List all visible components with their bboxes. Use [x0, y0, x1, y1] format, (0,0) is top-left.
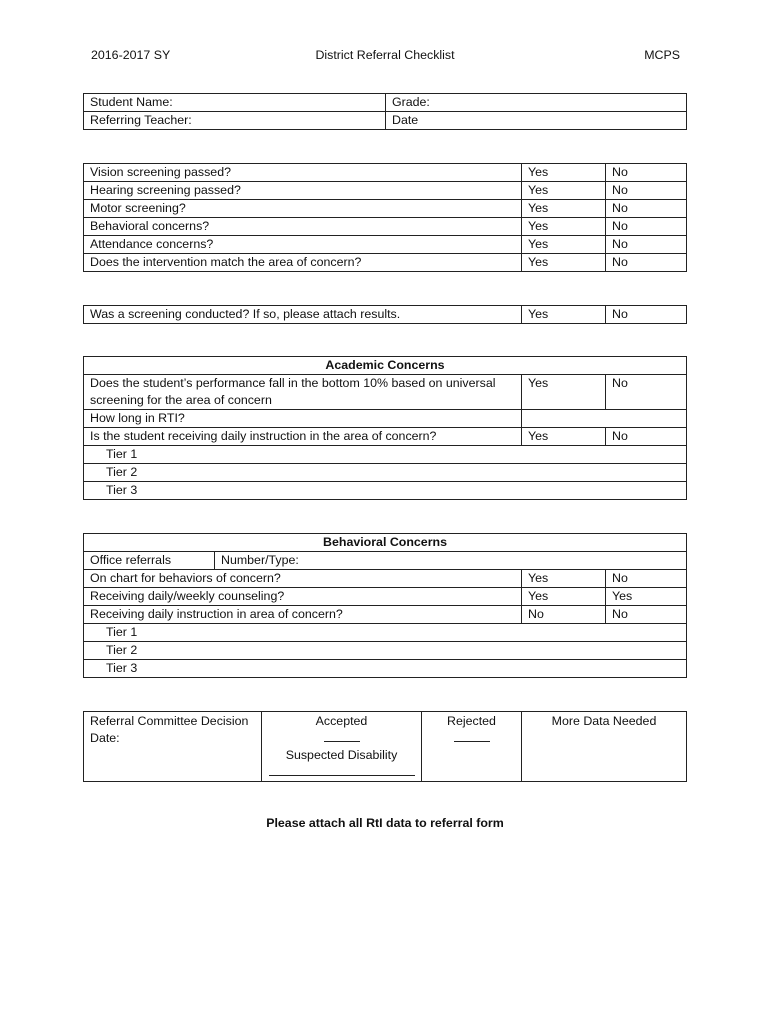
- table-row: [84, 588, 687, 606]
- table-row: [84, 642, 687, 660]
- no-option[interactable]: No: [606, 254, 687, 272]
- table-row: [84, 218, 687, 236]
- question-cell: Does the intervention match the area of concern?: [84, 254, 522, 272]
- question-cell: Vision screening passed?: [84, 164, 522, 182]
- referring-teacher-field[interactable]: Referring Teacher:: [84, 112, 386, 130]
- question-cell: On chart for behaviors of concern?: [84, 570, 522, 588]
- table-row: [84, 552, 687, 570]
- tier-2-field[interactable]: Tier 2: [84, 464, 687, 482]
- page-title-text: District Referral Checklist: [315, 48, 455, 62]
- yes-option[interactable]: Yes: [522, 164, 606, 182]
- suspected-disability-blank[interactable]: [262, 764, 421, 780]
- table-row: [84, 624, 687, 642]
- more-data-label: More Data Needed: [551, 714, 657, 728]
- table-row: [84, 428, 687, 446]
- suspected-disability-label: Suspected Disability: [285, 748, 398, 762]
- no-option[interactable]: No: [606, 375, 687, 410]
- yes-option[interactable]: Yes: [522, 236, 606, 254]
- committee-decision-cell: [84, 712, 262, 782]
- section-title: Academic Concerns: [84, 357, 687, 375]
- no-option[interactable]: No: [606, 200, 687, 218]
- tier-3-field[interactable]: Tier 3: [84, 482, 687, 500]
- table-row: [84, 94, 687, 112]
- yes-option[interactable]: Yes: [522, 182, 606, 200]
- yes-option[interactable]: Yes: [522, 570, 606, 588]
- district-name: MCPS: [644, 48, 680, 62]
- suspected-disability-underline: [269, 767, 415, 776]
- table-row: [84, 606, 687, 624]
- tier-1-field[interactable]: Tier 1: [84, 624, 687, 642]
- no-option[interactable]: No: [606, 306, 687, 324]
- question-cell: Hearing screening passed?: [84, 182, 522, 200]
- rejected-underline: [454, 733, 490, 742]
- footer-note: Please attach all RtI data to referral form: [266, 816, 504, 830]
- table-row: [84, 357, 687, 375]
- decision-date-label: Date:: [90, 731, 120, 745]
- no-option[interactable]: No: [606, 606, 687, 624]
- question-cell: Receiving daily/weekly counseling?: [84, 588, 522, 606]
- question-cell: Receiving daily instruction in area of concern?: [84, 606, 522, 624]
- tier-2-field[interactable]: Tier 2: [84, 642, 687, 660]
- table-row: [84, 570, 687, 588]
- no-option[interactable]: No: [606, 182, 687, 200]
- question-cell: Attendance concerns?: [84, 236, 522, 254]
- no-option[interactable]: No: [606, 236, 687, 254]
- decision-table: [83, 711, 687, 782]
- question-cell: Was a screening conducted? If so, please attach results.: [84, 306, 522, 324]
- question-cell: Motor screening?: [84, 200, 522, 218]
- question-cell: Does the student’s performance fall in the bottom 10% based on universal screening for the area of concern: [84, 375, 522, 410]
- tier-3-field[interactable]: Tier 3: [84, 660, 687, 678]
- table-row: [84, 482, 687, 500]
- more-data-cell[interactable]: [522, 712, 687, 782]
- yes-option[interactable]: Yes: [522, 588, 606, 606]
- table-row: [84, 712, 687, 782]
- question-cell: Behavioral concerns?: [84, 218, 522, 236]
- grade-field[interactable]: Grade:: [386, 94, 687, 112]
- school-year: 2016-2017 SY: [91, 48, 171, 62]
- rejected-label: Rejected: [447, 714, 496, 728]
- table-row: [84, 200, 687, 218]
- yes-option[interactable]: Yes: [522, 306, 606, 324]
- table-row: [84, 254, 687, 272]
- accepted-label: Accepted: [315, 714, 368, 728]
- table-row: [84, 164, 687, 182]
- rejected-cell[interactable]: [422, 712, 522, 782]
- number-type-field[interactable]: Number/Type:: [215, 552, 687, 570]
- student-info-table: [83, 93, 687, 130]
- table-row: [84, 375, 687, 410]
- table-row: [84, 660, 687, 678]
- screening-table: [83, 163, 687, 272]
- rejected-blank[interactable]: [422, 730, 521, 747]
- table-row: [84, 306, 687, 324]
- table-row: [84, 112, 687, 130]
- accepted-underline: [324, 733, 360, 742]
- date-field[interactable]: Date: [386, 112, 687, 130]
- no-option[interactable]: Yes: [606, 588, 687, 606]
- yes-option[interactable]: Yes: [522, 375, 606, 410]
- yes-option[interactable]: No: [522, 606, 606, 624]
- student-name-field[interactable]: Student Name:: [84, 94, 386, 112]
- question-cell: Is the student receiving daily instruction in the area of concern?: [84, 428, 522, 446]
- rti-duration-field[interactable]: [522, 410, 687, 428]
- tier-1-field[interactable]: Tier 1: [84, 446, 687, 464]
- table-row: [84, 464, 687, 482]
- question-cell: How long in RTI?: [84, 410, 522, 428]
- accepted-cell[interactable]: [262, 712, 422, 782]
- yes-option[interactable]: Yes: [522, 428, 606, 446]
- table-row: [84, 446, 687, 464]
- section-title: Behavioral Concerns: [84, 534, 687, 552]
- committee-decision-label: Referral Committee Decision: [90, 714, 249, 728]
- table-row: [84, 182, 687, 200]
- office-referrals-label: Office referrals: [84, 552, 215, 570]
- no-option[interactable]: No: [606, 428, 687, 446]
- table-row: [84, 236, 687, 254]
- behavioral-concerns-table: [83, 533, 687, 678]
- accepted-blank[interactable]: [262, 730, 421, 747]
- yes-option[interactable]: Yes: [522, 200, 606, 218]
- table-row: [84, 534, 687, 552]
- screening-conducted-table: [83, 305, 687, 324]
- no-option[interactable]: No: [606, 218, 687, 236]
- no-option[interactable]: No: [606, 164, 687, 182]
- yes-option[interactable]: Yes: [522, 218, 606, 236]
- academic-concerns-table: [83, 356, 687, 500]
- no-option[interactable]: No: [606, 570, 687, 588]
- table-row: [84, 410, 687, 428]
- yes-option[interactable]: Yes: [522, 254, 606, 272]
